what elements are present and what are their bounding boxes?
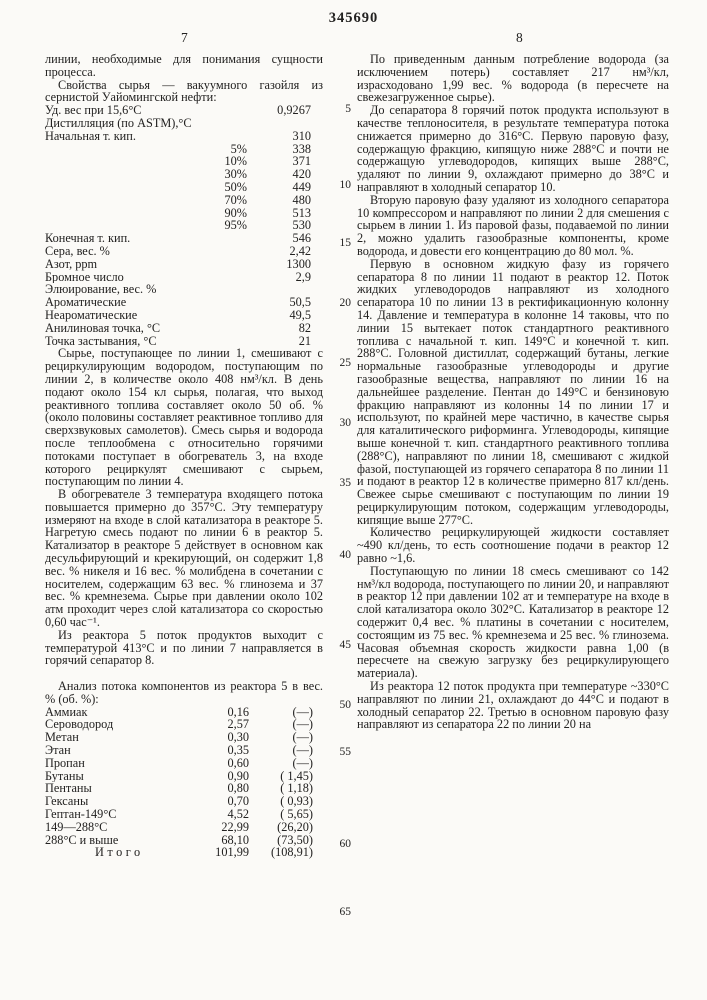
property-label: 30% xyxy=(224,168,247,181)
line-number: 55 xyxy=(339,746,351,758)
property-value: 480 xyxy=(292,192,311,207)
line-number: 15 xyxy=(339,237,351,249)
line-number: 40 xyxy=(339,549,351,561)
property-value: 1300 xyxy=(286,256,311,271)
analysis-vol-value: (—) xyxy=(292,717,313,732)
paragraph: До сепаратора 8 горячий поток продукта используют в качестве теплоносителя, в результате температура потока снижается примерно до 316°С. Первую паровую фазу, содержащую фракцию, кипящую ниже 288°С и почти не содержащую углеводородов, кипящих выше 288°С, удаляют по линии 9, охлаждают примерно до 38°С и направляют в холодный сепаратор 10. xyxy=(357,103,669,194)
property-label: Ароматические xyxy=(45,296,127,309)
analysis-wt-value: 0,30 xyxy=(227,730,249,745)
property-row xyxy=(45,181,311,194)
line-number: 10 xyxy=(339,179,351,191)
patent-number: 345690 xyxy=(328,10,379,26)
property-label: Начальная т. кип. xyxy=(45,129,136,143)
property-row xyxy=(45,207,311,220)
property-row xyxy=(45,143,311,156)
line-number-gutter xyxy=(329,0,353,1000)
analysis-heading: Анализ потока компонентов из реактора 5 в вес. % (об. %): xyxy=(45,679,323,706)
line-number: 60 xyxy=(339,838,351,850)
paragraph: Вторую паровую фазу удаляют из холодного сепаратора 10 компрессором и направляют по линии 2 для смешения с сырьем в линии 1. Из паровой фазы, подаваемой по линии 2, можно удалить газообразные компоненты, кроме водорода, и довести его концентрацию до 80 мол. %. xyxy=(357,192,669,258)
paragraph: Из реактора 5 поток продуктов выходит с температурой 413°С и по линии 7 направляется в горячий сепаратор 8. xyxy=(45,627,323,668)
page-number-left: 7 xyxy=(181,30,188,45)
analysis-label: Бутаны xyxy=(45,769,84,783)
property-label: 5% xyxy=(230,142,247,156)
property-value: 82 xyxy=(298,320,311,335)
analysis-wt-value: 2,57 xyxy=(227,717,249,732)
property-label: 10% xyxy=(224,155,247,169)
property-value: 0,9267 xyxy=(277,103,311,118)
analysis-wt-value: 101,99 xyxy=(215,845,249,860)
property-value: 371 xyxy=(292,154,311,169)
property-label: Конечная т. кип. xyxy=(45,232,131,245)
paragraph: Сырье, поступающее по линии 1, смешивают с рециркулирующим водородом, поступающим по линии 2, в количестве около 408 нм³/кл. В день подают около 154 кл сырья, полагая, что выход реактивного топлива составляет около 50 об. % (около половины составляет реактивное топливо для сверхзвуковых самолетов). Смесь сырья и водорода после теплообмена с относительно горячими потоками поступает в обогреватель 3, на входе которого рециркулят смешивают с сырьем, поступающим по линии 4. xyxy=(45,346,323,489)
property-row xyxy=(45,130,311,143)
analysis-label: Этан xyxy=(45,744,71,757)
right-column xyxy=(357,53,669,731)
analysis-vol-value: (—) xyxy=(292,730,313,745)
analysis-wt-value: 0,60 xyxy=(227,755,249,770)
analysis-vol-value: ( 5,65) xyxy=(280,807,313,822)
property-value: 546 xyxy=(292,231,311,246)
analysis-label: Итого xyxy=(95,846,144,860)
property-value: 2,9 xyxy=(295,269,311,284)
line-number: 20 xyxy=(339,297,351,309)
analysis-wt-value: 0,80 xyxy=(227,781,249,796)
paragraph: Поступающую по линии 18 смесь смешивают со 142 нм³/кл водорода, поступающего по линии 20, и направляют в реактор 12 при давлении 102 ат и температуре на входе в слой катализатора около 302°С. Катализатор в реакторе 12 содержит 0,4 вес. % платины в сочетании с носителем, состоящим из 75 вес. % кремнезема и 25 вес. % глинозема. Часовая объемная скорость жидкости равна 1,00 (в пересчете на свежую загрузку без рециркулирующего материала). xyxy=(357,563,669,681)
analysis-label: Пентаны xyxy=(45,782,92,796)
analysis-wt-value: 0,16 xyxy=(227,704,249,719)
property-label: Азот, ppm xyxy=(45,257,98,271)
analysis-label: 288°С и выше xyxy=(45,833,119,847)
line-number: 25 xyxy=(339,357,351,369)
line-number: 65 xyxy=(339,906,351,918)
analysis-wt-value: 0,90 xyxy=(227,768,249,783)
analysis-row xyxy=(45,795,313,808)
analysis-vol-value: (—) xyxy=(292,755,313,770)
analysis-total-row xyxy=(45,846,313,859)
paragraph: Из реактора 12 поток продукта при температуре ~330°С направляют по линии 21, охлаждают до 44°С и подают в холодный сепаратор 22. Третью в основном паровую фазу направляют из сепаратора 22 по линии 20 на xyxy=(357,679,669,732)
property-label: Бромное число xyxy=(45,270,124,284)
property-value xyxy=(247,117,311,130)
property-label: 95% xyxy=(224,219,247,233)
line-number: 30 xyxy=(339,417,351,429)
paragraph: Количество рециркулирующей жидкости составляет ~490 кл/день, то есть соотношение подачи в реактор 12 равно ~1,6. xyxy=(357,525,669,566)
property-value: 2,42 xyxy=(289,243,311,258)
analysis-vol-value: (26,20) xyxy=(277,819,313,834)
analysis-row xyxy=(45,718,313,731)
paragraph: линии, необходимые для понимания сущности процесса. xyxy=(45,52,323,79)
analysis-row xyxy=(45,782,313,795)
analysis-row xyxy=(45,808,313,821)
analysis-row xyxy=(45,731,313,744)
page-number-right: 8 xyxy=(516,30,523,45)
property-value: 49,5 xyxy=(289,307,311,322)
property-row xyxy=(45,258,311,271)
property-row xyxy=(45,194,311,207)
property-value: 513 xyxy=(292,205,311,220)
line-number: 45 xyxy=(339,639,351,651)
property-label: Элюирование, вес. % xyxy=(45,283,157,297)
analysis-row xyxy=(45,744,313,757)
property-row xyxy=(45,322,311,335)
property-row xyxy=(45,245,311,258)
analysis-table xyxy=(45,706,323,860)
property-value: 449 xyxy=(292,179,311,194)
property-label: Уд. вес при 15,6°С xyxy=(45,104,142,117)
paragraph: Свойства сырья — вакуумного газойля из сернистой Уайомингской нефти: xyxy=(45,77,323,105)
property-row xyxy=(45,296,311,309)
property-label: Сера, вес. % xyxy=(45,244,110,258)
property-row xyxy=(45,104,311,117)
property-row xyxy=(45,168,311,181)
property-row xyxy=(45,219,311,232)
property-label: 50% xyxy=(224,180,247,194)
analysis-vol-value: (—) xyxy=(292,704,313,719)
analysis-label: Гептан-149°С xyxy=(45,808,117,821)
analysis-label: Сероводород xyxy=(45,718,114,732)
property-label: 90% xyxy=(224,206,247,220)
line-number: 5 xyxy=(345,103,351,115)
properties-table xyxy=(45,104,323,347)
analysis-label: Пропан xyxy=(45,756,85,770)
line-number: 35 xyxy=(339,477,351,489)
analysis-row xyxy=(45,821,313,834)
property-row xyxy=(45,271,311,284)
analysis-label: 149—288°С xyxy=(45,820,108,834)
property-label: 70% xyxy=(224,193,247,207)
paragraph: Первую в основном жидкую фазу из горячего сепаратора 8 по линии 11 подают в реактор 12. Поток жидких углеводородов направляют из холодного сепаратора 10 по линии 13 в ректификационную колонну 14. Давление и температура в колонне 14 таковы, что по линии 15 вытекает поток стандартного реактивного топлива с начальной т. кип. 149°С и конечной т. кип. 288°С. Головной дистиллат, содержащий бутаны, легкие нормальные газообразные углеводороды и другие газообразные вещества, направляют по линии 16 на дальнейшее разделение. Пентан до 149°С и бензиновую фракцию направляют из колонны 14 по линии 17 и используют, по крайней мере частично, в качестве сырья для каталитического риформинга. Углеводороды, кипящие выше конечной т. кип. стандартного реактивного топлива (288°С), направляют по линии 18, смешивают с жидкой фазой, поступающей из горячего сепаратора 8 по линии 11 и подают в реактор 12 в количестве примерно 817 кл/день. Свежее сырье смешивают с поступающим по линии 19 рециркулирующим потоком, содержащим углеводороды, кипящие выше 277°С. xyxy=(357,256,669,527)
analysis-vol-value: (—) xyxy=(292,743,313,758)
property-value: 530 xyxy=(292,218,311,233)
analysis-vol-value: (73,50) xyxy=(277,832,313,847)
paragraph: По приведенным данным потребление водорода (за исключением потерь) составляет 217 нм³/кл, израсходовано 1,99 вес. % водорода (в пересчете на свежезагруженное сырье). xyxy=(357,52,669,105)
analysis-wt-value: 0,35 xyxy=(227,743,249,758)
property-row xyxy=(45,155,311,168)
property-value: 50,5 xyxy=(289,295,311,310)
property-row xyxy=(45,117,311,130)
analysis-vol-value: ( 0,93) xyxy=(280,794,313,809)
property-row xyxy=(45,232,311,245)
property-row xyxy=(45,309,311,322)
analysis-vol-value: ( 1,45) xyxy=(280,768,313,783)
analysis-wt-value: 0,70 xyxy=(227,794,249,809)
analysis-label: Метан xyxy=(45,731,79,745)
analysis-vol-value: (108,91) xyxy=(270,845,313,860)
analysis-row xyxy=(45,706,313,719)
property-value: 21 xyxy=(298,333,311,348)
analysis-wt-value: 4,52 xyxy=(227,807,249,822)
property-value: 338 xyxy=(292,141,311,156)
analysis-wt-value: 22,99 xyxy=(221,819,249,834)
property-row xyxy=(45,283,311,296)
property-value: 310 xyxy=(292,128,311,143)
analysis-label: Аммиак xyxy=(45,705,88,719)
paragraph: В обогревателе 3 температура входящего потока повышается примерно до 357°С. Эту температуру измеряют на входе в слой катализатора в реакторе 5. Нагретую смесь подают по линии 6 в реактор 5. Катализатор в реакторе 5 действует в основном как десульфирующий и крекирующий, он содержит 1,8 вес. % никеля и 16 вес. % молибдена в сочетании с носителем, содержащим 63 вес. % глинозема и 37 вес. % кремнезема. Сырье при давлении около 102 атм проходит через слой катализатора со скоростью 0,60 час⁻¹. xyxy=(45,487,323,630)
analysis-label: Гексаны xyxy=(45,795,89,809)
analysis-row xyxy=(45,770,313,783)
property-label: Точка застывания, °С xyxy=(45,334,157,348)
analysis-row xyxy=(45,757,313,770)
analysis-wt-value: 68,10 xyxy=(221,832,249,847)
analysis-vol-value: ( 1,18) xyxy=(280,781,313,796)
left-column xyxy=(45,53,323,859)
property-label: Дистилляция (по ASTM),°С xyxy=(45,116,192,130)
property-label: Неароматические xyxy=(45,308,138,322)
property-label: Анилиновая точка, °С xyxy=(45,321,161,335)
line-number: 50 xyxy=(339,699,351,711)
property-value: 420 xyxy=(292,167,311,182)
